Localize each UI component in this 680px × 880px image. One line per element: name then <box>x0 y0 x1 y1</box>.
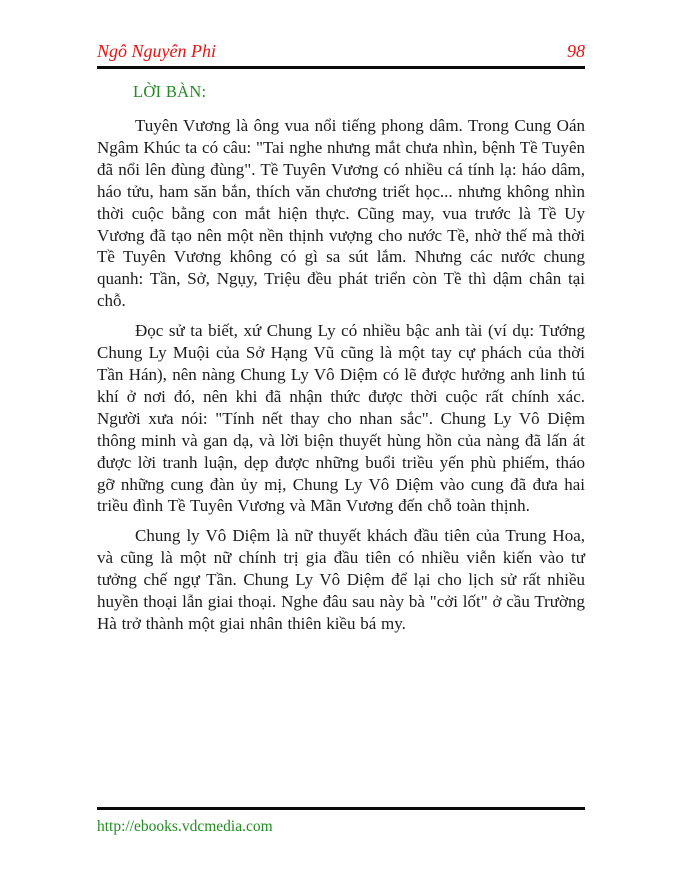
body-content <box>97 82 585 643</box>
paragraph: Chung ly Vô Diệm là nữ thuyết khách đầu tiên của Trung Hoa, và cũng là một nữ chính trị gia đầu tiên có nhiều viễn kiến vào tư tưởng chế ngự Tần. Chung Ly Vô Diệm để lại cho lịch sử rất nhiều huyền thoại lẫn giai thoại. Nghe đâu sau này bà "cởi lốt" ở cầu Trường Hà trở thành một giai nhân thiên kiều bá my. <box>97 526 585 633</box>
header-page-number: 98 <box>567 41 585 61</box>
footer-rule <box>97 807 585 810</box>
header-author: Ngô Nguyên Phi <box>97 41 216 61</box>
page-header <box>97 41 585 62</box>
section-heading: LỜI BÀN: <box>133 82 207 101</box>
paragraph: Đọc sử ta biết, xứ Chung Ly có nhiều bậc anh tài (ví dụ: Tướng Chung Ly Muội của Sở Hạng Vũ cũng là một tay cự phách của thời Tần Hán), nên nàng Chung Ly Vô Diệm có lẽ được hưởng anh linh tú khí ở nơi đó, nên khi đã nhận thức được thời cuộc rất chính xác. Người xưa nói: "Tính nết thay cho nhan sắc". Chung Ly Vô Diệm thông minh và gan dạ, và lời biện thuyết hùng hồn của nàng đã lấn át được lời tranh luận, dẹp được những buổi triều yến phù phiếm, tháo gỡ những cung đàn ủy mị, Chung Ly Vô Diệm vào cung đã đưa hai triều đình Tề Tuyên Vương và Mãn Vương đến chỗ toàn thịnh. <box>97 321 585 516</box>
footer-url-link[interactable]: http://ebooks.vdcmedia.com <box>97 818 273 835</box>
header-rule <box>97 66 585 69</box>
paragraph: Tuyên Vương là ông vua nổi tiếng phong dâm. Trong Cung Oán Ngâm Khúc ta có câu: "Tai nghe nhưng mắt chưa nhìn, bệnh Tề Tuyên đã nổi lên đùng đùng". Tề Tuyên Vương có nhiều cá tính lạ: háo dâm, háo tửu, ham săn bắn, thích văn chương triết học... nhưng không nhìn thời cuộc bằng con mắt hiện thực. Cũng may, vua trước là Tề Uy Vương đã tạo nên một nền thịnh vượng cho nước Tề, nhờ thế mà thời Tề Tuyên Vương không có gì sa sút lắm. Nhưng các nước chung quanh: Tần, Sở, Ngụy, Triệu đều phát triển còn Tề thì dậm chân tại chỗ. <box>97 116 585 311</box>
